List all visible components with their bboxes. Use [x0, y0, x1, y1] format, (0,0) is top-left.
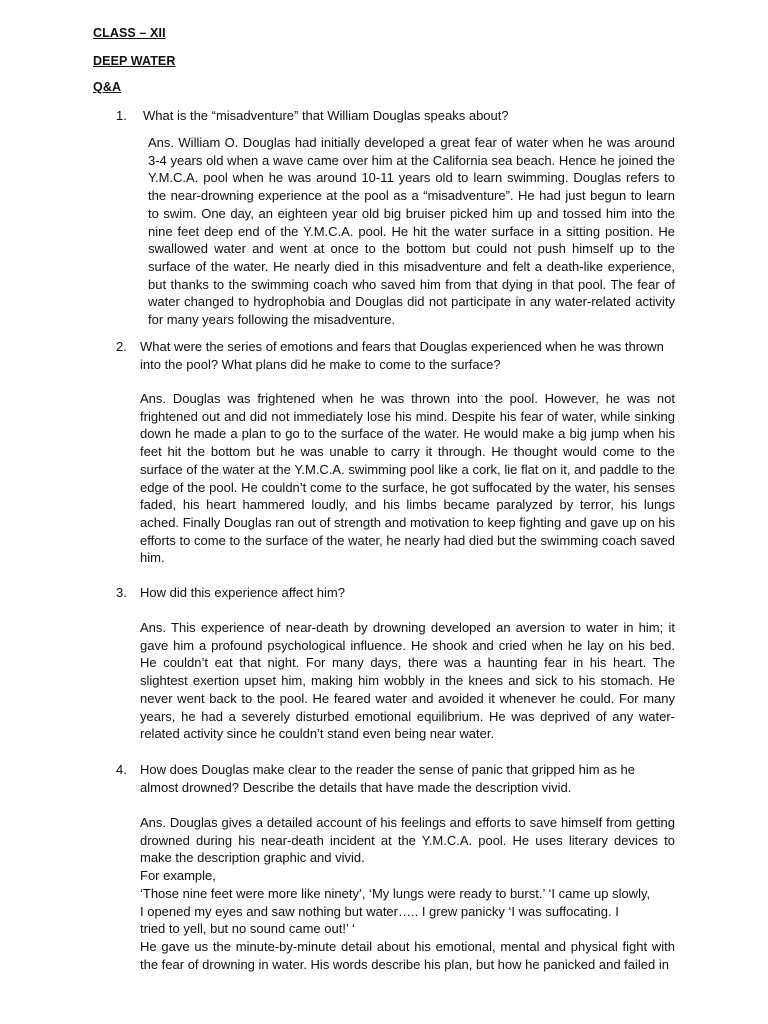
question-number: 4.	[116, 762, 127, 777]
question-number: 3.	[116, 585, 127, 600]
answer-paragraph: He gave us the minute-by-minute detail about his emotional, mental and physical fight with the fear of drowning in water. His words describe his plan, but how he panicked and failed in	[140, 938, 675, 972]
answer-line: For example,	[140, 868, 216, 884]
question-text: What is the “misadventure” that William Douglas speaks about?	[143, 108, 509, 123]
question-text: What were the series of emotions and fears that Douglas experienced when he was thrown into the pool? What plans did he make to come to the surface?	[140, 339, 664, 372]
quote-line: I opened my eyes and saw nothing but water….. I grew panicky ‘I was suffocating. I	[140, 903, 619, 919]
quote-line: ‘Those nine feet were more like ninety’, ‘My lungs were ready to burst.’ ‘I came up slowly,	[140, 885, 651, 901]
answer-paragraph: Ans. Douglas gives a detailed account of his feelings and efforts to save himself from getting drowned during his near-death incident at the Y.M.C.A. pool. He uses literary devices to make the description graphic and vivid.	[140, 815, 675, 866]
quote-line: tried to yell, but no sound came out!’ ‘	[140, 921, 355, 937]
question-text: How did this experience affect him?	[140, 585, 345, 600]
answer-text: Ans. Douglas was frightened when he was thrown into the pool. However, he was not frightened out and did not immediately lose his mind. Despite his fear of water, while sinking down he made a plan to go to the surface of the water. He would make a big jump when his feet hit the bottom but he was unable to carry it through. He thought would come to the surface of the water at the Y.M.C.A. swimming pool like a cork, lie flat on it, and paddle to the edge of the pool. He couldn’t come to the surface, he got suffocated by the water, his senses faded, his heart hammered loudly, and his limbs became paralyzed by terror, his lungs ached. Finally Douglas ran out of strength and motivation to keep fighting and gave up on his efforts to come to the surface of the water, he nearly had died but the swimming coach saved him.	[140, 391, 675, 566]
answer-text: Ans. William O. Douglas had initially developed a great fear of water when he was around 3-4 years old when a wave came over him at the California sea beach. Hence he joined the Y.M.C.A. pool when he was around 10-11 years old to learn swimming. Douglas refers to the near-drowning experience at the pool as a “misadventure”. He had just begun to learn to swim. One day, an eighteen year old big bruiser picked him up and tossed him into the nine feet deep end of the Y.M.C.A. pool. He hit the water surface in a sitting position. He swallowed water and went at once to the bottom but could not push himself up to the surface of the water. He nearly died in this misadventure and felt a death-like experience, but thanks to the swimming coach who saved him from that dying in that pool. The fear of water changed to hydrophobia and Douglas did not participate in any water-related activity for many years following the misadventure.	[148, 135, 675, 328]
question-number: 2.	[116, 339, 127, 354]
chapter-title: DEEP WATER	[93, 54, 176, 68]
section-label: Q&A	[93, 80, 122, 94]
answer-text: Ans. This experience of near-death by drowning developed an aversion to water in him; it gave him a profound psychological influence. He shook and cried when he lay on his bed. He couldn’t eat that night. For many days, there was a haunting fear in his heart. The slightest exertion upset him, making him wobbly in the knees and sick to his stomach. He never went back to the pool. He feared water and avoided it whenever he could. For many years, he had a severely disturbed emotional equilibrium. He was deprived of any water-related activity since he couldn’t stand even being near water.	[140, 620, 675, 742]
class-label: CLASS – XII	[93, 26, 166, 40]
answer-block	[140, 814, 675, 973]
question-text: How does Douglas make clear to the reader the sense of panic that gripped him as he almost drowned? Describe the details that have made the description vivid.	[140, 762, 636, 795]
question-number: 1.	[116, 108, 127, 123]
